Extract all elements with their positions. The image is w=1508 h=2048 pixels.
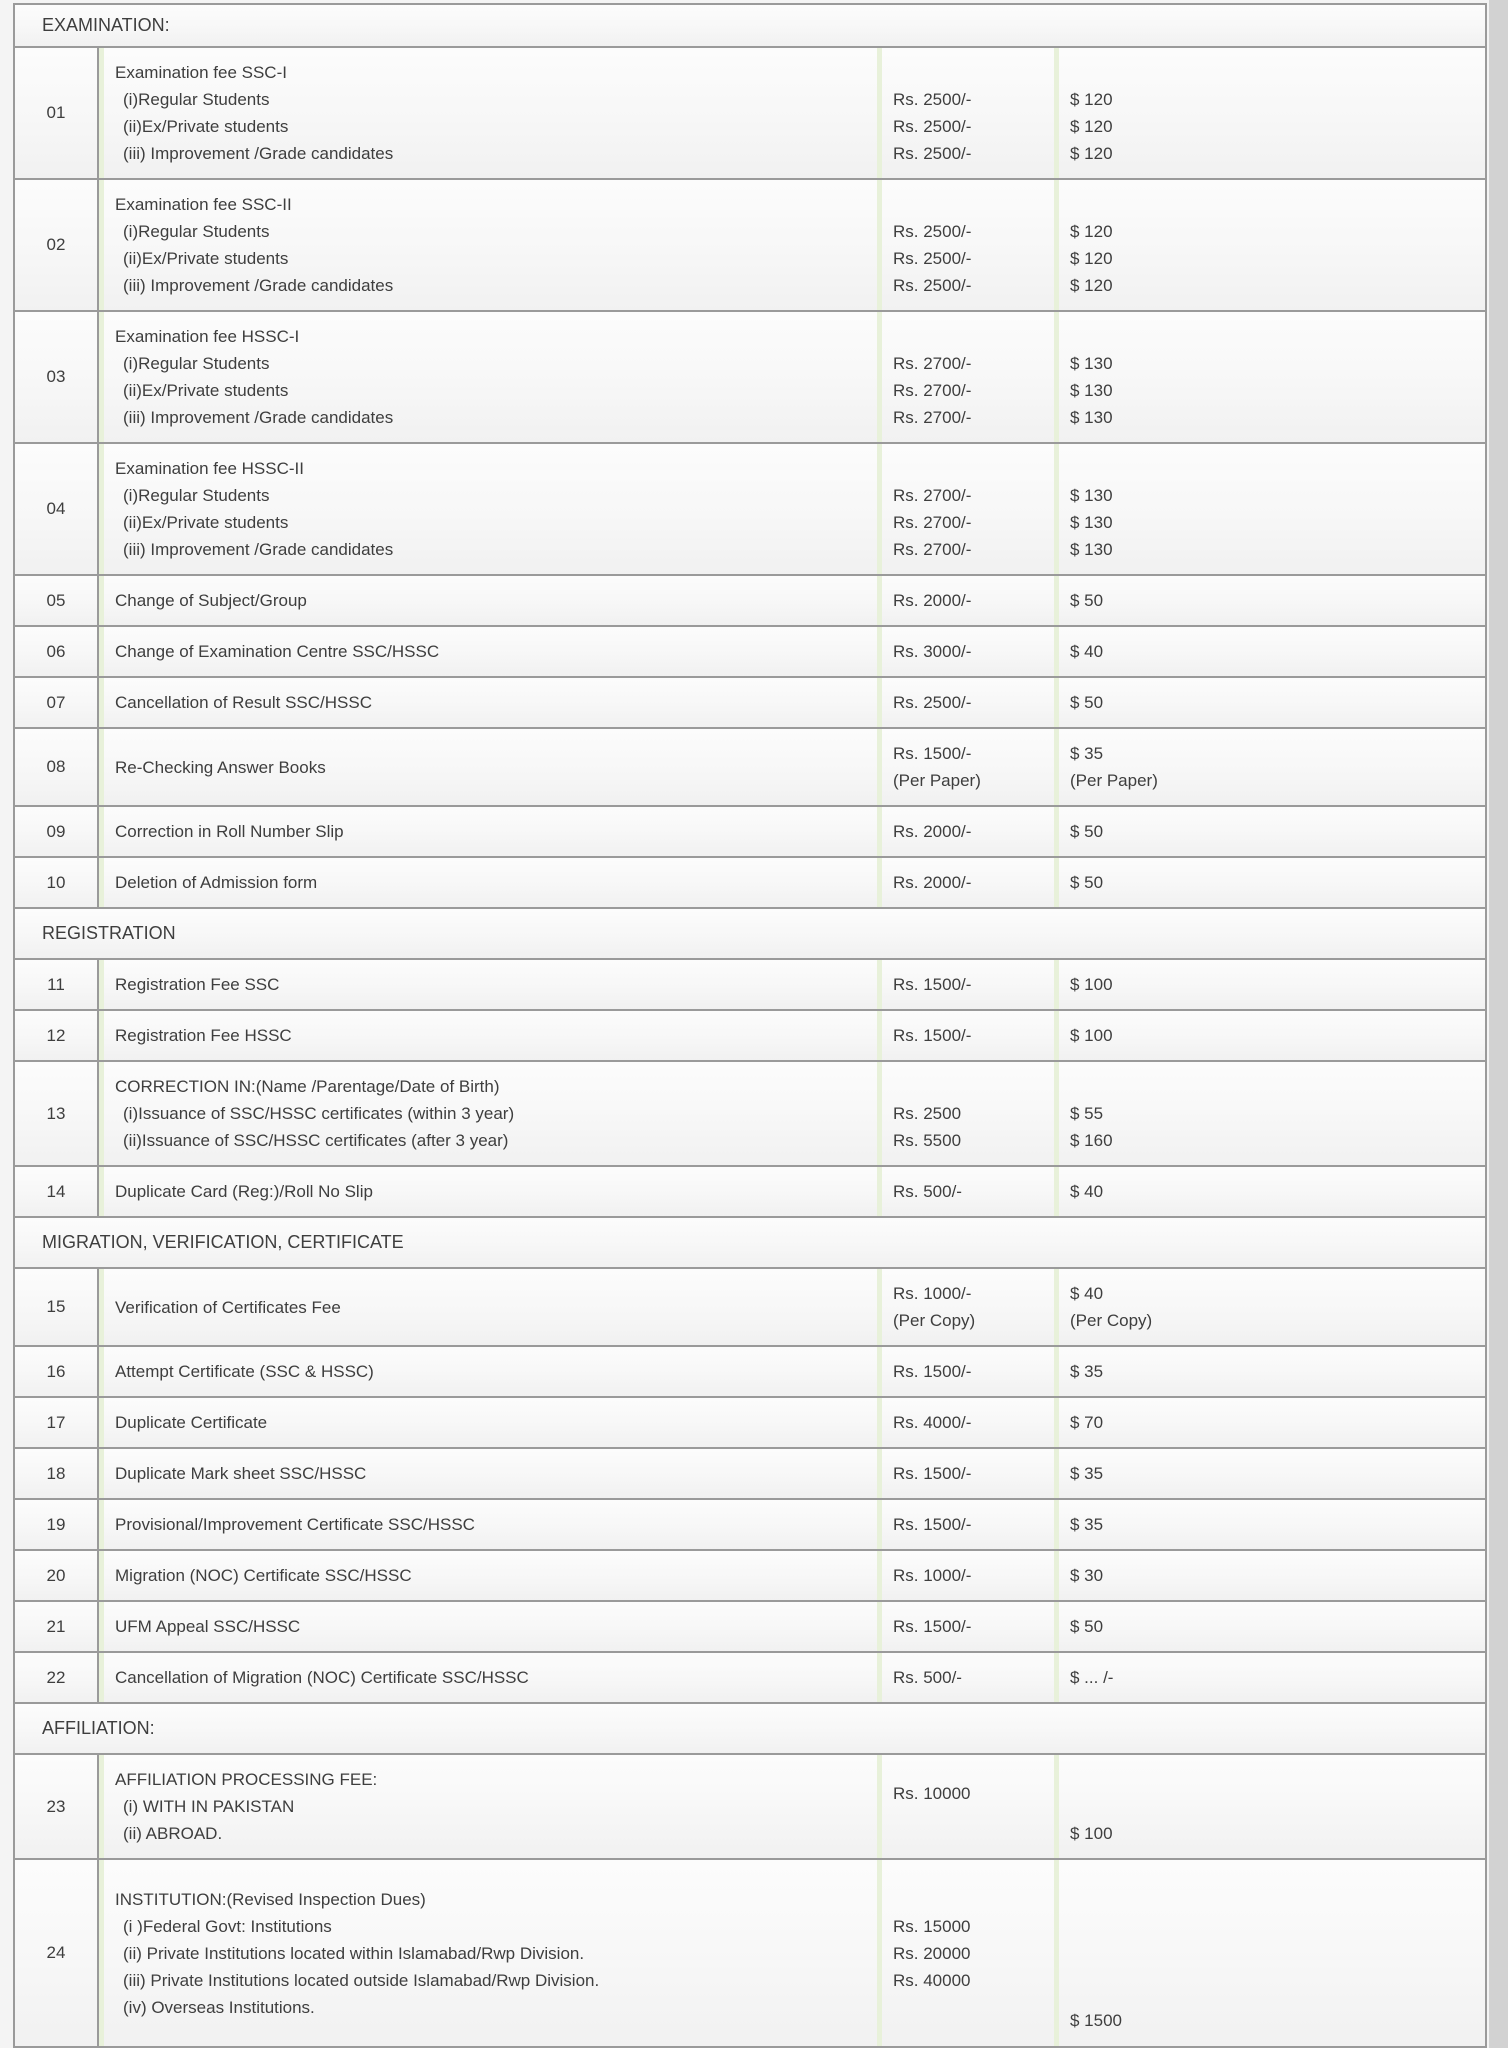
cell-line: Rs. 1500/- bbox=[893, 1617, 972, 1636]
rupee-fee-cell bbox=[877, 1347, 1054, 1396]
cell-line: (ii) Private Institutions located within Islamabad/Rwp Division. bbox=[123, 1943, 585, 1963]
cell-line: (iii) Improvement /Grade candidates bbox=[123, 144, 394, 163]
cell-line: (i)Regular Students bbox=[123, 486, 270, 505]
cell-line: $ 100 bbox=[1070, 975, 1113, 994]
rupee-fee-cell bbox=[877, 678, 1054, 727]
cell-line bbox=[1070, 1073, 1479, 1100]
cell-line bbox=[1070, 1953, 1479, 1980]
cell-line: Duplicate Certificate bbox=[115, 1413, 268, 1432]
section-header-row bbox=[15, 5, 1485, 48]
cell-line: $ 120 bbox=[1070, 222, 1113, 241]
cell-line: $ 130 bbox=[1070, 486, 1113, 505]
cell-line bbox=[893, 455, 1048, 482]
cell-line: Provisional/Improvement Certificate SSC/HSSC bbox=[115, 1515, 475, 1534]
cell-line bbox=[893, 1073, 1048, 1100]
cell-line: Rs. 1500/- bbox=[893, 975, 972, 994]
serial-cell: 11 bbox=[47, 974, 65, 994]
cell-line: UFM Appeal SSC/HSSC bbox=[115, 1617, 301, 1636]
rupee-fee-cell bbox=[877, 858, 1054, 907]
cell-line bbox=[1070, 1926, 1479, 1953]
description-cell bbox=[97, 444, 877, 574]
cell-line: Rs. 1000/- bbox=[893, 1566, 972, 1585]
cell-line: $ 130 bbox=[1070, 540, 1113, 559]
serial-cell: 15 bbox=[46, 1297, 66, 1316]
cell-line: (i) WITH IN PAKISTAN bbox=[123, 1797, 295, 1816]
cell-line: (ii)Ex/Private students bbox=[123, 513, 289, 532]
cell-line: Examination fee HSSC-I bbox=[115, 327, 300, 346]
cell-line: $ 130 bbox=[1070, 513, 1113, 532]
cell-line: Verification of Certificates Fee bbox=[115, 1297, 341, 1317]
description-cell bbox=[97, 1269, 877, 1345]
cell-line bbox=[893, 1886, 1048, 1913]
dollar-fee-cell bbox=[1054, 312, 1485, 442]
rupee-fee-cell bbox=[877, 180, 1054, 310]
cell-line: $ 30 bbox=[1070, 1566, 1104, 1585]
description-cell bbox=[97, 1062, 877, 1165]
rupee-fee-cell bbox=[877, 960, 1054, 1009]
cell-line: Rs. 5500 bbox=[893, 1131, 962, 1150]
cell-line: $ 120 bbox=[1070, 117, 1113, 136]
table-row bbox=[15, 627, 1485, 678]
fee-table bbox=[13, 3, 1487, 2048]
table-row bbox=[15, 1062, 1485, 1167]
cell-line: Rs. 2000/- bbox=[893, 591, 972, 610]
description-cell bbox=[97, 312, 877, 442]
cell-line: Rs. 2700/- bbox=[893, 513, 972, 532]
cell-line: Rs. 2700/- bbox=[893, 408, 972, 427]
cell-line bbox=[1070, 59, 1479, 86]
cell-line: $ 120 bbox=[1070, 144, 1113, 163]
cell-line: $ 40 bbox=[1070, 1284, 1104, 1303]
rupee-fee-cell bbox=[877, 729, 1054, 805]
cell-line: Correction in Roll Number Slip bbox=[115, 822, 344, 841]
dollar-fee-cell bbox=[1054, 1167, 1485, 1216]
cell-line: Migration (NOC) Certificate SSC/HSSC bbox=[115, 1566, 412, 1585]
cell-line: Rs. 500/- bbox=[893, 1182, 962, 1201]
serial-cell: 22 bbox=[46, 1667, 66, 1687]
description-cell bbox=[97, 627, 877, 676]
description-cell bbox=[97, 1653, 877, 1702]
cell-line: Rs. 2000/- bbox=[893, 873, 972, 892]
cell-line: Attempt Certificate (SSC & HSSC) bbox=[115, 1362, 374, 1381]
dollar-fee-cell bbox=[1054, 1269, 1485, 1345]
cell-line: Rs. 4000/- bbox=[893, 1413, 972, 1432]
description-cell bbox=[97, 1860, 877, 2046]
cell-line: Rs. 2500/- bbox=[893, 276, 972, 295]
table-row bbox=[15, 960, 1485, 1011]
serial-cell: 08 bbox=[46, 757, 66, 776]
section-title: REGISTRATION bbox=[42, 923, 176, 943]
description-cell bbox=[97, 807, 877, 856]
cell-line bbox=[1070, 1793, 1479, 1820]
cell-line: Examination fee SSC-I bbox=[115, 63, 287, 82]
cell-line: (ii)Issuance of SSC/HSSC certificates (after 3 year) bbox=[123, 1131, 509, 1150]
serial-cell: 07 bbox=[46, 692, 66, 712]
cell-line: Rs. 10000 bbox=[893, 1783, 971, 1803]
description-cell bbox=[97, 1167, 877, 1216]
serial-cell: 19 bbox=[46, 1514, 66, 1534]
description-cell bbox=[97, 960, 877, 1009]
cell-line: $ 50 bbox=[1070, 591, 1104, 610]
right-gutter bbox=[1489, 0, 1508, 2048]
cell-line: Rs. 2500/- bbox=[893, 249, 972, 268]
description-cell bbox=[97, 729, 877, 805]
dollar-fee-cell bbox=[1054, 1500, 1485, 1549]
rupee-fee-cell bbox=[877, 312, 1054, 442]
cell-line: (i )Federal Govt: Institutions bbox=[123, 1916, 332, 1936]
dollar-fee-cell bbox=[1054, 960, 1485, 1009]
serial-cell: 18 bbox=[46, 1463, 66, 1483]
table-row bbox=[15, 858, 1485, 909]
rupee-fee-cell bbox=[877, 1551, 1054, 1600]
table-row bbox=[15, 678, 1485, 729]
cell-line: $ 40 bbox=[1070, 1182, 1104, 1201]
cell-line: Rs. 40000 bbox=[893, 1970, 971, 1990]
dollar-fee-cell bbox=[1054, 1860, 1485, 2046]
cell-line: Registration Fee HSSC bbox=[115, 1026, 292, 1045]
dollar-fee-cell bbox=[1054, 1347, 1485, 1396]
cell-line: Rs. 1500/- bbox=[893, 1464, 972, 1483]
serial-cell: 24 bbox=[46, 1943, 66, 1962]
table-row bbox=[15, 729, 1485, 807]
description-cell bbox=[97, 678, 877, 727]
serial-cell: 06 bbox=[46, 641, 66, 661]
table-row bbox=[15, 312, 1485, 444]
cell-line bbox=[893, 59, 1048, 86]
cell-line bbox=[893, 191, 1048, 218]
cell-line: (Per Paper) bbox=[1070, 771, 1158, 790]
dollar-fee-cell bbox=[1054, 1062, 1485, 1165]
cell-line bbox=[1070, 1899, 1479, 1926]
cell-line: Rs. 3000/- bbox=[893, 642, 972, 661]
description-cell bbox=[97, 1347, 877, 1396]
table-row bbox=[15, 1449, 1485, 1500]
table-row bbox=[15, 1269, 1485, 1347]
cell-line: Duplicate Mark sheet SSC/HSSC bbox=[115, 1464, 367, 1483]
cell-line: $ 120 bbox=[1070, 249, 1113, 268]
cell-line: Examination fee SSC-II bbox=[115, 195, 292, 214]
cell-line: (ii) ABROAD. bbox=[123, 1824, 223, 1843]
rupee-fee-cell bbox=[877, 1269, 1054, 1345]
cell-line: $ 50 bbox=[1070, 873, 1104, 892]
cell-line bbox=[1070, 323, 1479, 350]
cell-line: $ ... /- bbox=[1070, 1668, 1114, 1687]
section-header-row bbox=[15, 1704, 1485, 1755]
dollar-fee-cell bbox=[1054, 729, 1485, 805]
cell-line: Rs. 1500/- bbox=[893, 1362, 972, 1381]
description-cell bbox=[97, 1449, 877, 1498]
serial-cell: 16 bbox=[46, 1361, 66, 1381]
description-cell bbox=[97, 1500, 877, 1549]
cell-line: Rs. 2000/- bbox=[893, 822, 972, 841]
serial-cell: 20 bbox=[46, 1565, 66, 1585]
rupee-fee-cell bbox=[877, 1755, 1054, 1858]
cell-line: $ 50 bbox=[1070, 693, 1104, 712]
serial-cell: 02 bbox=[46, 235, 66, 254]
cell-line: Cancellation of Migration (NOC) Certificate SSC/HSSC bbox=[115, 1668, 529, 1687]
rupee-fee-cell bbox=[877, 48, 1054, 178]
cell-line: (i)Issuance of SSC/HSSC certificates (within 3 year) bbox=[123, 1104, 515, 1123]
cell-line bbox=[1070, 1766, 1479, 1793]
cell-line: Rs. 2500 bbox=[893, 1104, 962, 1123]
description-cell bbox=[97, 576, 877, 625]
table-row bbox=[15, 1500, 1485, 1551]
cell-line: Examination fee HSSC-II bbox=[115, 459, 304, 478]
cell-line: Rs. 1500/- bbox=[893, 1515, 972, 1534]
serial-cell: 04 bbox=[46, 499, 66, 518]
cell-line: (ii)Ex/Private students bbox=[123, 117, 289, 136]
cell-line bbox=[893, 323, 1048, 350]
dollar-fee-cell bbox=[1054, 48, 1485, 178]
dollar-fee-cell bbox=[1054, 1602, 1485, 1651]
cell-line: $ 130 bbox=[1070, 381, 1113, 400]
cell-line: (iv) Overseas Institutions. bbox=[123, 1997, 315, 2017]
cell-line: Cancellation of Result SSC/HSSC bbox=[115, 693, 373, 712]
cell-line: INSTITUTION:(Revised Inspection Dues) bbox=[115, 1889, 426, 1909]
cell-line: CORRECTION IN:(Name /Parentage/Date of Birth) bbox=[115, 1077, 500, 1096]
table-row bbox=[15, 1602, 1485, 1653]
dollar-fee-cell bbox=[1054, 858, 1485, 907]
dollar-fee-cell bbox=[1054, 1011, 1485, 1060]
cell-line: $ 35 bbox=[1070, 744, 1104, 763]
serial-cell: 14 bbox=[46, 1181, 66, 1201]
cell-line: $ 1500 bbox=[1070, 2011, 1122, 2030]
dollar-fee-cell bbox=[1054, 1653, 1485, 1702]
description-cell bbox=[97, 1398, 877, 1447]
cell-line: (i)Regular Students bbox=[123, 222, 270, 241]
cell-line bbox=[1070, 1980, 1479, 2007]
cell-line: (iii) Improvement /Grade candidates bbox=[123, 408, 394, 427]
dollar-fee-cell bbox=[1054, 1398, 1485, 1447]
description-cell bbox=[97, 1011, 877, 1060]
section-header-row bbox=[15, 1218, 1485, 1269]
description-cell bbox=[97, 48, 877, 178]
table-row bbox=[15, 1551, 1485, 1602]
rupee-fee-cell bbox=[877, 1653, 1054, 1702]
cell-line: (i)Regular Students bbox=[123, 354, 270, 373]
rupee-fee-cell bbox=[877, 807, 1054, 856]
cell-line bbox=[1070, 1872, 1479, 1899]
table-row bbox=[15, 1755, 1485, 1860]
cell-line: $ 130 bbox=[1070, 408, 1113, 427]
rupee-fee-cell bbox=[877, 444, 1054, 574]
table-row bbox=[15, 1167, 1485, 1218]
cell-line: Rs. 2500/- bbox=[893, 90, 972, 109]
dollar-fee-cell bbox=[1054, 627, 1485, 676]
cell-line bbox=[893, 1807, 1048, 1834]
cell-line: Rs. 2500/- bbox=[893, 117, 972, 136]
cell-line: Rs. 15000 bbox=[893, 1916, 971, 1936]
description-cell bbox=[97, 180, 877, 310]
serial-cell: 13 bbox=[46, 1103, 66, 1123]
serial-cell: 23 bbox=[46, 1796, 66, 1816]
cell-line: $ 55 bbox=[1070, 1104, 1104, 1123]
description-cell bbox=[97, 1755, 877, 1858]
table-row bbox=[15, 444, 1485, 576]
cell-line: Rs. 1500/- bbox=[893, 1026, 972, 1045]
dollar-fee-cell bbox=[1054, 807, 1485, 856]
table-row bbox=[15, 1860, 1485, 2046]
cell-line: $ 35 bbox=[1070, 1362, 1104, 1381]
rupee-fee-cell bbox=[877, 1167, 1054, 1216]
cell-line: $ 160 bbox=[1070, 1131, 1113, 1150]
table-row bbox=[15, 1011, 1485, 1062]
cell-line: Rs. 1500/- bbox=[893, 744, 972, 763]
cell-line: Rs. 2700/- bbox=[893, 354, 972, 373]
cell-line: $ 50 bbox=[1070, 1617, 1104, 1636]
section-header-row bbox=[15, 909, 1485, 960]
cell-line: (Per Copy) bbox=[893, 1311, 976, 1330]
cell-line: Change of Subject/Group bbox=[115, 591, 307, 610]
cell-line: Rs. 20000 bbox=[893, 1943, 971, 1963]
serial-cell: 09 bbox=[46, 821, 66, 841]
dollar-fee-cell bbox=[1054, 444, 1485, 574]
rupee-fee-cell bbox=[877, 1011, 1054, 1060]
cell-line: Rs. 1000/- bbox=[893, 1284, 972, 1303]
cell-line: Rs. 500/- bbox=[893, 1668, 962, 1687]
dollar-fee-cell bbox=[1054, 1755, 1485, 1858]
description-cell bbox=[97, 1551, 877, 1600]
cell-line bbox=[1070, 455, 1479, 482]
serial-cell: 01 bbox=[46, 103, 66, 122]
table-row bbox=[15, 576, 1485, 627]
serial-cell: 05 bbox=[46, 590, 66, 610]
cell-line: $ 70 bbox=[1070, 1413, 1104, 1432]
cell-line: (iii) Improvement /Grade candidates bbox=[123, 540, 394, 559]
cell-line: $ 50 bbox=[1070, 822, 1104, 841]
cell-line: Re-Checking Answer Books bbox=[115, 757, 326, 777]
cell-line: Rs. 2700/- bbox=[893, 381, 972, 400]
cell-line: $ 100 bbox=[1070, 1824, 1113, 1843]
rupee-fee-cell bbox=[877, 1602, 1054, 1651]
cell-line: Change of Examination Centre SSC/HSSC bbox=[115, 642, 440, 661]
rupee-fee-cell bbox=[877, 1062, 1054, 1165]
cell-line: Duplicate Card (Reg:)/Roll No Slip bbox=[115, 1182, 373, 1201]
cell-line: $ 120 bbox=[1070, 90, 1113, 109]
serial-cell: 03 bbox=[46, 367, 66, 386]
section-title: AFFILIATION: bbox=[42, 1718, 155, 1738]
cell-line: (ii)Ex/Private students bbox=[123, 381, 289, 400]
serial-cell: 10 bbox=[46, 872, 66, 892]
section-title: EXAMINATION: bbox=[42, 15, 170, 35]
description-cell bbox=[97, 858, 877, 907]
cell-line: (Per Copy) bbox=[1070, 1311, 1153, 1330]
dollar-fee-cell bbox=[1054, 1449, 1485, 1498]
cell-line bbox=[893, 1994, 1048, 2021]
cell-line: $ 35 bbox=[1070, 1464, 1104, 1483]
table-row bbox=[15, 807, 1485, 858]
description-cell bbox=[97, 1602, 877, 1651]
cell-line: (i)Regular Students bbox=[123, 90, 270, 109]
cell-line: $ 35 bbox=[1070, 1515, 1104, 1534]
table-row bbox=[15, 48, 1485, 180]
cell-line: Registration Fee SSC bbox=[115, 975, 280, 994]
rupee-fee-cell bbox=[877, 1449, 1054, 1498]
cell-line: Rs. 2700/- bbox=[893, 486, 972, 505]
cell-line bbox=[1070, 191, 1479, 218]
cell-line: Rs. 2500/- bbox=[893, 144, 972, 163]
cell-line: Rs. 2700/- bbox=[893, 540, 972, 559]
cell-line: $ 100 bbox=[1070, 1026, 1113, 1045]
rupee-fee-cell bbox=[877, 576, 1054, 625]
cell-line: (iii) Private Institutions located outside Islamabad/Rwp Division. bbox=[123, 1970, 600, 1990]
table-row bbox=[15, 1347, 1485, 1398]
rupee-fee-cell bbox=[877, 1860, 1054, 2046]
dollar-fee-cell bbox=[1054, 576, 1485, 625]
rupee-fee-cell bbox=[877, 1398, 1054, 1447]
cell-line: Rs. 2500/- bbox=[893, 693, 972, 712]
cell-line: $ 120 bbox=[1070, 276, 1113, 295]
serial-cell: 17 bbox=[46, 1412, 66, 1432]
table-row bbox=[15, 1398, 1485, 1449]
cell-line: AFFILIATION PROCESSING FEE: bbox=[115, 1770, 378, 1789]
cell-line: Rs. 2500/- bbox=[893, 222, 972, 241]
cell-line: (ii)Ex/Private students bbox=[123, 249, 289, 268]
cell-line: Deletion of Admission form bbox=[115, 873, 318, 892]
cell-line: $ 40 bbox=[1070, 642, 1104, 661]
section-title: MIGRATION, VERIFICATION, CERTIFICATE bbox=[42, 1232, 404, 1252]
cell-line: (iii) Improvement /Grade candidates bbox=[123, 276, 394, 295]
serial-cell: 12 bbox=[46, 1025, 66, 1045]
dollar-fee-cell bbox=[1054, 1551, 1485, 1600]
table-row bbox=[15, 1653, 1485, 1704]
dollar-fee-cell bbox=[1054, 678, 1485, 727]
rupee-fee-cell bbox=[877, 1500, 1054, 1549]
cell-line: $ 130 bbox=[1070, 354, 1113, 373]
cell-line: (Per Paper) bbox=[893, 771, 981, 790]
rupee-fee-cell bbox=[877, 627, 1054, 676]
dollar-fee-cell bbox=[1054, 180, 1485, 310]
serial-cell: 21 bbox=[46, 1616, 66, 1636]
table-row bbox=[15, 180, 1485, 312]
